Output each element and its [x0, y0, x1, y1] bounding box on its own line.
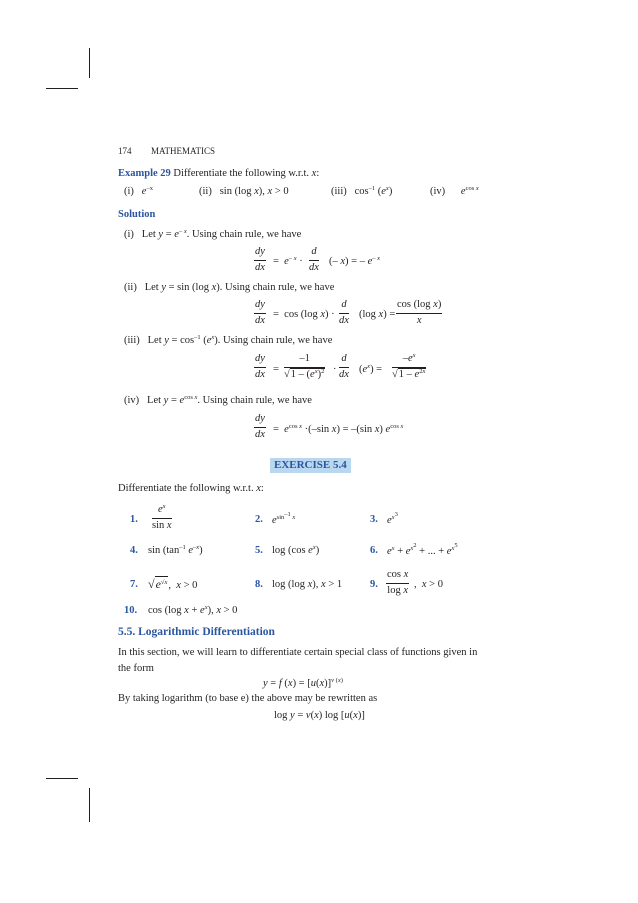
exercise-intro: Differentiate the following w.r.t. x: — [118, 483, 264, 494]
exercise-item-10-expression: cos (log $x + e^x$), x > 0 — [148, 604, 238, 616]
example-part-iii: (iii) $\cos^{-1} (e^x)$ — [331, 185, 393, 197]
equation-i-part1: = $e^{- x}$ · — [273, 255, 303, 267]
exercise-item-number: 8. — [255, 579, 263, 590]
exercise-item-7-expression: $√e^{√x}$, x > 0 — [148, 577, 198, 591]
section-para1-line1: In this section, we will learn to differentiate certain special class of functions given in — [118, 647, 478, 658]
exercise-item-3-expression: $e^{x^3}$ — [387, 511, 398, 526]
exercise-item-number: 4. — [130, 545, 138, 556]
fraction-dy-dx: $\frac{dy}{dx}$ — [255, 246, 265, 273]
solution-step-iv: (iv) Let $y = e^{cos x}$. Using chain rule, we have — [124, 394, 312, 406]
step-label: (ii) — [124, 282, 137, 293]
section-title: 5.5. Logarithmic Differentiation — [118, 626, 275, 638]
equation-y-equals-f: y = f $(x) = [u(x)]^{v (x)}$ — [263, 677, 343, 689]
step-label: (iv) — [124, 395, 140, 406]
exercise-title: EXERCISE 5.4 — [270, 458, 351, 473]
exercise-item-number: 5. — [255, 545, 263, 556]
equation-iii-dot: · — [333, 364, 337, 375]
section-para2: By taking logarithm (to base e) the above may be rewritten as — [118, 693, 378, 704]
exercise-item-4-expression: $\sin (\tan^{-1}$ $e^{-x}$) — [148, 544, 203, 556]
exercise-item-6-expression: $e^x + e^{x^2}$ + ... + $e^{x^5}$ — [387, 542, 458, 557]
fraction-minus-ex-over-sqrt: $\frac{-e^x}{√1 - e^{2x}}$ — [392, 352, 426, 380]
exercise-item-8-expression: log (log x), x > 1 — [272, 579, 343, 590]
example-heading: Example 29 Differentiate the following w.r.t. x: — [118, 168, 320, 179]
section-para1-line2: the form — [118, 663, 154, 674]
exercise-item-number: 2. — [255, 514, 263, 525]
example-part-i: (i) $e^{-x}$ — [124, 185, 153, 197]
exercise-item-number: 3. — [370, 514, 378, 525]
fraction-minus1-over-sqrt: $\frac{-1}{√1 - (e^x)^2}$ — [284, 353, 325, 380]
exercise-item-5-expression: log (cos $e^x$) — [272, 544, 320, 556]
fraction-cos-log-x-over-x: $\frac{\text{cos (log x)}}{x}$ — [397, 299, 442, 326]
crop-mark-top-vertical — [89, 48, 90, 78]
equation-i-part2: (– x) = – $e^{- x}$ — [329, 255, 381, 267]
exercise-item-9-fraction: $\frac{\text{cos x}}{\text{log x}}$ — [387, 569, 409, 596]
fraction-dy-dx: $\frac{dy}{dx}$ — [255, 413, 265, 440]
solution-heading: Solution — [118, 209, 156, 220]
example-label: Example 29 — [118, 168, 171, 179]
fraction-dy-dx: $\frac{dy}{dx}$ — [255, 299, 265, 326]
example-variable: x — [311, 168, 317, 179]
fraction-dy-dx: $\frac{dy}{dx}$ — [255, 353, 265, 380]
fraction-d-dx: $\frac{d}{dx}$ — [339, 353, 349, 380]
exercise-item-1-expression: $\frac{e^x}{\text{sin x}}$ — [152, 503, 172, 531]
exercise-item-number: 9. — [370, 579, 378, 590]
equation-ii-part1: = cos (log x) · — [273, 309, 335, 320]
crop-mark-bottom-vertical — [89, 788, 90, 822]
equation-ii-part2: (log x) = — [359, 309, 396, 320]
part-text: sin (log — [219, 186, 252, 197]
equation-iii-part2: $(e^x)$ = — [359, 363, 383, 375]
step-label: (i) — [124, 229, 134, 240]
equation-iii-eq: = — [273, 364, 279, 375]
solution-step-ii: (ii) Let y = sin (log x). Using chain rule, we have — [124, 282, 335, 293]
exercise-item-2-expression: $e^{sin^{-1} x}$ — [272, 511, 296, 526]
exercise-item-number: 7. — [130, 579, 138, 590]
crop-mark-bottom — [46, 778, 78, 779]
crop-mark-top — [46, 88, 78, 89]
exercise-item-9-condition: , x > 0 — [414, 579, 443, 590]
fraction-d-dx: $\frac{d}{dx}$ — [339, 299, 349, 326]
exercise-item-number: 6. — [370, 545, 378, 556]
exercise-item-number: 1. — [130, 514, 138, 525]
exercise-intro-text: Differentiate the following w.r.t. — [118, 483, 254, 494]
part-label: (iii) — [331, 186, 347, 197]
step-label: (iii) — [124, 335, 140, 346]
equation-iv: = $e^{cos x} \cdot(-\sin$ x) = –(sin x) $e^{cos x}$ — [273, 423, 404, 435]
solution-step-iii: (iii) Let $y = \cos^{-1} (e^x)$. Using chain rule, we have — [124, 334, 333, 346]
example-intro: Differentiate the following w.r.t. — [173, 168, 310, 179]
part-label: (iv) — [430, 186, 446, 197]
example-part-ii: (ii) sin (log x), x > 0 — [199, 186, 289, 197]
part-label: (i) — [124, 186, 134, 197]
page-number: 174 — [118, 146, 132, 156]
part-label: (ii) — [199, 186, 212, 197]
example-part-iv: (iv) $e^{cos x}$ — [430, 185, 479, 197]
exercise-item-number: 10. — [124, 605, 138, 616]
running-title: MATHEMATICS — [151, 146, 216, 156]
solution-step-i: (i) Let $y = e^{- x}$. Using chain rule, we have — [124, 228, 302, 240]
equation-log-y: log y = v(x) log [u(x)] — [274, 710, 365, 721]
fraction-d-dx: $\frac{d}{dx}$ — [309, 246, 319, 273]
